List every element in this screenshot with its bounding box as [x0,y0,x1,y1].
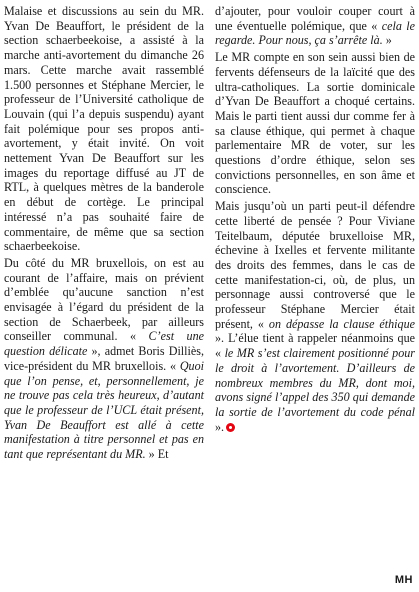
author-signature: MH [394,574,413,586]
article-paragraph [4,256,204,462]
article-paragraph [215,50,415,197]
left-column [4,4,204,462]
quote-text: le MR s’est clairement positionné pour le droit à l’avortement. D’ailleurs de nombreux membres du MR, dont moi, avons signé l’appel des 350 qui demande la sortie de l’avortement du code pénal [215,346,415,419]
article-paragraph [4,4,204,254]
body-text: ». L’élue tient à rappeler néanmoins que « [215,331,415,361]
quote-text: C’est une question délicate [4,329,205,359]
quote-text: on dépasse la clause éthique [268,316,415,331]
body-text: Mais jusqu’où un parti peut-il défendre cette liberté de pensée ? Pour Viviane Teitelbaum, députée bruxelloise MR, échevine à Ixelles et fervente militante des droits des femmes, dans le cas de cette manifestation-ci, où, de plus, un personnage aussi controversé que le professeur Stéphane Mercier était présent, « [215,199,415,331]
body-text: » [382,33,392,48]
quote-text: Quoi que l’on pense, et, personnellement, je ne trouve pas cela très heureux, d’autant que le professeur de l’UCL était présent, Yvan De Beauffort est allé à cette manifestation à titre personnel et pas en tant que représentant du MR. [4,358,204,462]
body-text: Malaise et discussions au sein du MR. Yvan De Beauffort, le président de la section schaerbeekoise, a assisté à la marche anti-avortement du dimanche 26 mars. Cette marche avait rassemblé 1.500 personnes et Stéphane Mercier, le professeur de l’Université catholique de Louvain (qui l’a depuis suspendu) ayant fait polémique pour ses propos anti-avortement, y était invité. On voit nettement Yvan De Beauffort sur les images du reportage diffusé au JT de RTL, à quelques mètres de la banderole en début de cortège. Le principal intéressé n’a pas souhaité faire de commentaire, de même que sa section schaerbeekoise. [4,4,204,254]
body-text: d’ajouter, pour vouloir couper court à une éventuelle polémique, que « [215,4,415,33]
end-of-article-icon [226,423,235,432]
article-paragraph [215,199,415,434]
body-text: » Et [145,447,169,462]
article-paragraph [215,4,415,48]
body-text: ». [215,419,225,434]
body-text: Du côté du MR bruxellois, on est au courant de l’affaire, mais on prévient d’emblée qu’aucune sanction n’est envisagée à l’égard du président de la section de Schaerbeek, par ailleurs conseiller communal. « [4,255,204,344]
quote-text: cela le regarde. Pour nous, ça s’arrête là. [215,18,415,48]
body-text: Le MR compte en son sein aussi bien de fervents défenseurs de la laïcité que des ultra-catholiques. La sortie dominicale d’Yvan De Beauffort a choqué certains. Mais le parti tient aussi dur comme fer à sa clause éthique, qui permet à chaque parlementaire MR de voter, sur les questions d’ordre éthique, selon ses convictions personnelles, en son âme et conscience. [215,50,415,197]
right-column [215,4,415,434]
body-text: », admet Boris Dilliès, vice-président du MR bruxellois. « [4,344,204,373]
